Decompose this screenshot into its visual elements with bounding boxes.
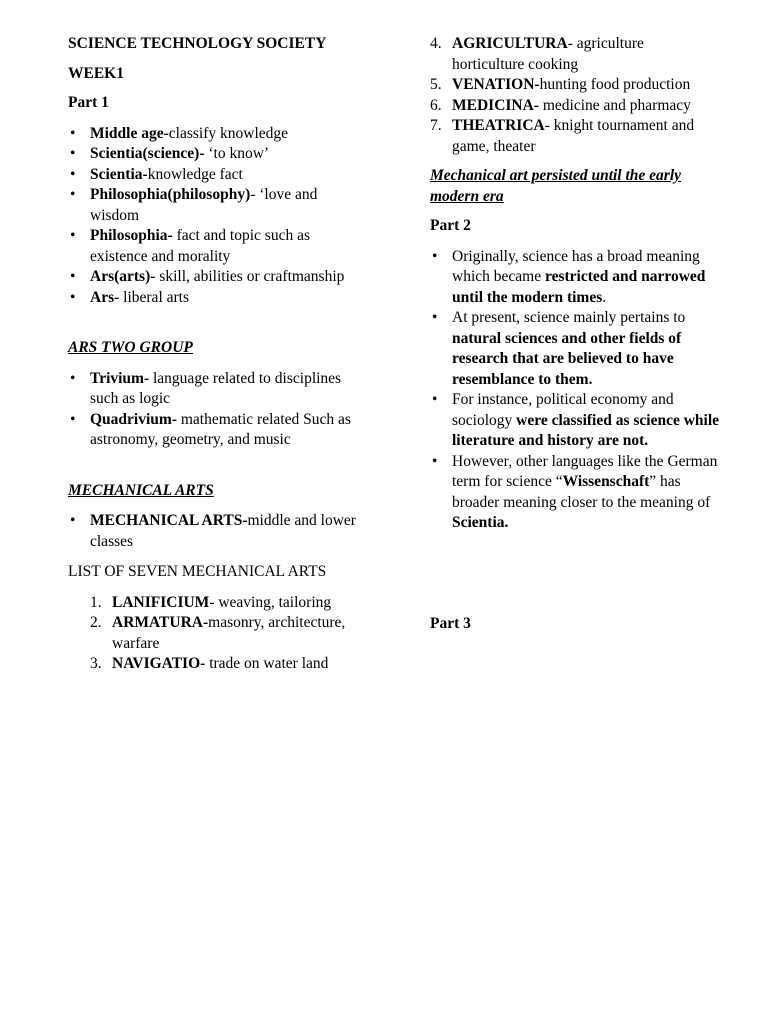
- seven-arts-list-title: LIST OF SEVEN MECHANICAL ARTS: [68, 563, 327, 580]
- list-item: [68, 410, 368, 451]
- seven-arts-list-right: [430, 34, 720, 157]
- art-name: MEDICINA-: [452, 96, 539, 114]
- part2-list: [430, 247, 720, 534]
- part1-list: [68, 124, 368, 309]
- item-number: 4.: [430, 35, 442, 52]
- art-name: LANIFICIUM: [112, 593, 210, 611]
- bullet-icon: •: [70, 268, 76, 285]
- list-item: [68, 185, 368, 226]
- item-number: 1.: [90, 593, 102, 611]
- art-name: VENATION-: [452, 76, 540, 93]
- emphasis-text: natural sciences and other fields of research that are believed to have resemblance to them.: [452, 329, 682, 388]
- list-item: [430, 390, 720, 452]
- document-title: SCIENCE TECHNOLOGY SOCIETY: [68, 35, 327, 52]
- bullet-icon: •: [70, 124, 76, 142]
- ars-two-group-heading: ARS TWO GROUP: [68, 339, 193, 356]
- term: Ars(arts)-: [90, 268, 156, 285]
- seven-arts-list-left: [90, 593, 368, 675]
- body-text: For instance, political economy and sociology: [452, 391, 674, 429]
- emphasis-text: restricted and narrowed until the modern times: [452, 268, 706, 306]
- term: Scientia(science)-: [90, 145, 205, 162]
- definition: language related to disciplines such as logic: [90, 369, 342, 407]
- art-name: THEATRICA: [452, 117, 545, 134]
- numbered-item: [90, 593, 368, 614]
- list-item: [68, 267, 368, 288]
- numbered-item: [430, 96, 720, 117]
- art-description: trade on water land: [205, 655, 329, 672]
- body-text: At present, science mainly pertains to: [452, 309, 686, 326]
- definition: classify knowledge: [168, 124, 289, 142]
- bullet-icon: •: [432, 391, 438, 408]
- bullet-icon: •: [70, 165, 76, 183]
- body-text: ” has broader meaning closer to the meaning of: [452, 473, 711, 511]
- definition: mathematic related Such as astronomy, geometry, and music: [90, 410, 351, 448]
- ars-list: [68, 369, 368, 451]
- list-item: [68, 288, 368, 309]
- term: Scientia-: [90, 165, 148, 183]
- list-item: [68, 226, 368, 267]
- list-item: [68, 144, 368, 165]
- left-column: [68, 34, 368, 675]
- part3-heading: Part 3: [430, 614, 471, 632]
- bullet-icon: •: [432, 452, 438, 470]
- numbered-item: [430, 34, 720, 75]
- definition: knowledge fact: [147, 165, 243, 183]
- list-item: [430, 452, 720, 534]
- bullet-icon: •: [432, 247, 438, 265]
- body-text: .: [602, 288, 607, 306]
- bullet-icon: •: [70, 145, 76, 162]
- mechanical-arts-heading: MECHANICAL ARTS: [68, 481, 214, 499]
- bullet-icon: •: [70, 288, 76, 306]
- bullet-icon: •: [70, 512, 76, 529]
- emphasis-text: Scientia.: [452, 514, 509, 531]
- item-number: 2.: [90, 614, 102, 631]
- art-description: masonry, architecture, warfare: [112, 614, 346, 652]
- item-number: 3.: [90, 655, 102, 672]
- art-description: - weaving, tailoring: [209, 593, 332, 611]
- bullet-icon: •: [70, 227, 76, 244]
- body-text: However, other languages like the German term for science “: [452, 452, 718, 490]
- term: Philosophia(philosophy): [90, 186, 251, 203]
- item-number: 5.: [430, 76, 442, 93]
- art-name: ARMATURA-: [112, 614, 209, 631]
- term: Philosophia-: [90, 227, 173, 244]
- numbered-item: [90, 654, 368, 675]
- list-item: [430, 308, 720, 390]
- definition: liberal arts: [119, 288, 190, 306]
- term: Ars-: [90, 288, 120, 306]
- body-text: Originally, science has a broad meaning which became: [452, 247, 700, 285]
- definition: fact and topic such as existence and morality: [90, 227, 311, 265]
- mechanical-art-note: Mechanical art persisted until the early modern era: [430, 167, 682, 205]
- numbered-item: [90, 613, 368, 654]
- item-number: 6.: [430, 96, 442, 114]
- list-item: [68, 511, 368, 552]
- definition: middle and lower classes: [90, 512, 356, 550]
- term: Middle age-: [90, 124, 169, 142]
- art-name: NAVIGATIO-: [112, 655, 206, 672]
- definition: - ‘love and wisdom: [90, 186, 318, 224]
- emphasis-text: were classified as science while literature and history are not.: [452, 411, 720, 449]
- term: Trivium-: [90, 369, 150, 387]
- definition: ‘to know’: [204, 145, 270, 162]
- art-description: - knight tournament and game, theater: [452, 117, 695, 155]
- art-description: medicine and pharmacy: [538, 96, 691, 114]
- mechanical-arts-list: [68, 511, 368, 552]
- bullet-icon: •: [70, 186, 76, 203]
- part1-heading: Part 1: [68, 94, 109, 111]
- bullet-icon: •: [70, 410, 76, 428]
- art-name: AGRICULTURA: [452, 35, 568, 52]
- bullet-icon: •: [432, 309, 438, 326]
- list-item: [68, 124, 368, 145]
- right-column: [430, 34, 720, 634]
- art-description: - agriculture horticulture cooking: [452, 35, 644, 73]
- item-number: 7.: [430, 117, 442, 134]
- numbered-item: [430, 116, 720, 157]
- numbered-item: [430, 75, 720, 96]
- art-description: hunting food production: [539, 76, 691, 93]
- list-item: [68, 165, 368, 186]
- definition: skill, abilities or craftmanship: [155, 268, 345, 285]
- part2-heading: Part 2: [430, 217, 471, 234]
- list-item: [68, 369, 368, 410]
- bullet-icon: •: [70, 369, 76, 387]
- term: MECHANICAL ARTS-: [90, 512, 248, 529]
- week-label: WEEK1: [68, 64, 124, 82]
- term: Quadrivium-: [90, 410, 177, 428]
- emphasis-text: Wissenschaft: [562, 473, 650, 490]
- list-item: [430, 247, 720, 309]
